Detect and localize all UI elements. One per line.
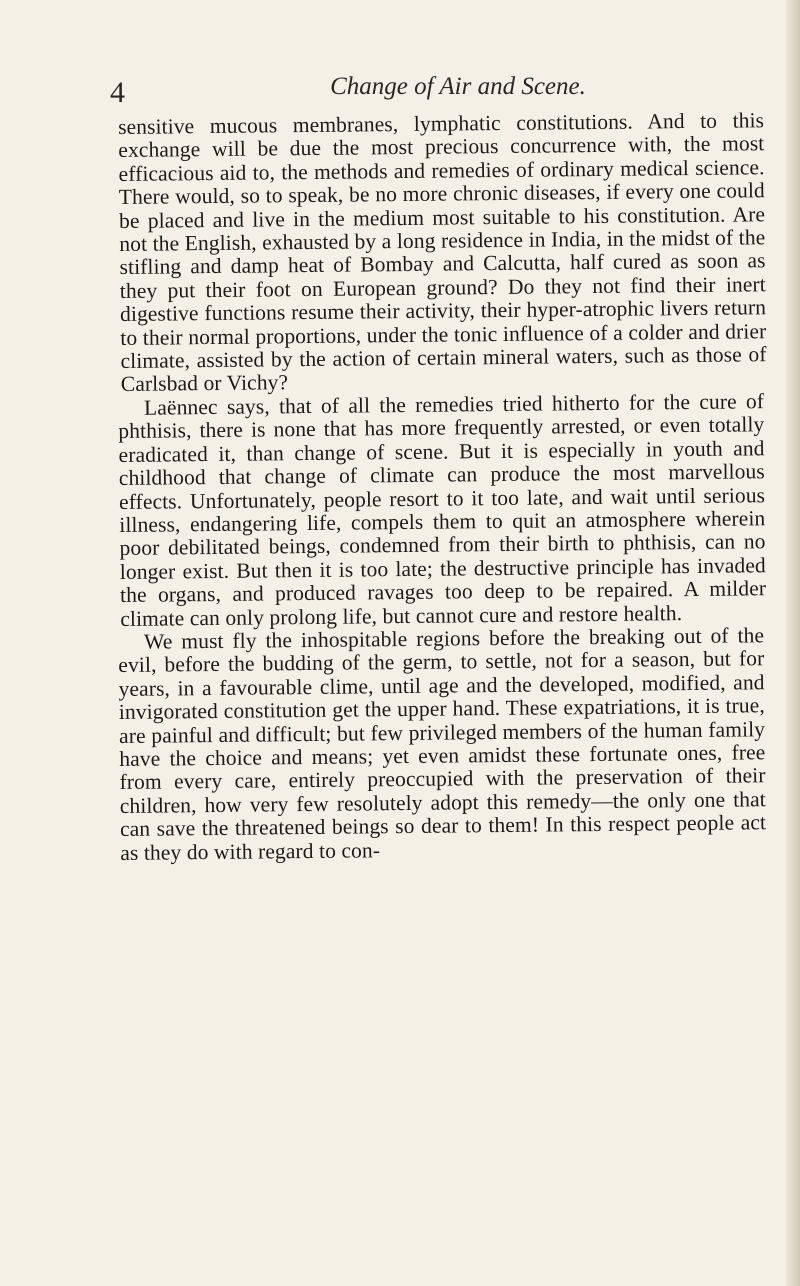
page-number: 4 (110, 76, 125, 109)
body-text (117, 108, 767, 865)
paragraph-2: Laënnec says, that of all the remedies tried hitherto for the cure of phthisis, there is none that has more frequently arrested, or even totally eradicated it, than change of scene. But it is especially in youth and childhood that change of climate can produce the most marvellous effects. Unfortunately, people resort to it too late, and wait until serious illness, endangering life, compels them to quit an atmosphere wherein poor debilitated beings, condemned from their birth to phthisis, can no longer exist. But then it is too late; the destructive principle has invaded the organs, and produced ravages too deep to be repaired. A milder climate can only prolong life, but cannot cure and restore health. (118, 389, 767, 631)
page-header (108, 72, 768, 108)
paragraph-1: sensitive mucous membranes, lymphatic constitutions. And to this exchange will be due the most precious concurrence with, the most efficacious aid to, the methods and remedies of ordinary medical science. There would, so to speak, be no more chronic diseases, if every one could be placed and live in the medium most suitable to his constitution. Are not the English, exhausted by a long residence in India, in the midst of the stifling and damp heat of Bombay and Calcutta, half cured as soon as they put their foot on European ground? Do they not find their inert digestive functions resume their activity, their hyper-atrophic livers return to their normal proportions, under the tonic influence of a colder and drier climate, assisted by the action of certain mineral waters, such as those of Carlsbad or Vichy? (117, 108, 767, 397)
paragraph-3: We must fly the inhospitable regions before the breaking out of the evil, before the budding of the germ, to settle, not for a season, but for years, in a favourable clime, until age and the developed, modified, and invigorated constitution get the upper hand. These expatriations, it is true, are painful and difficult; but few privileged members of the human family have the choice and means; yet even amidst these fortunate ones, free from every care, entirely preoccupied with the preservation of their children, how very few resolutely adopt this remedy—the only one that can save the threatened beings so dear to them! In this respect people act as they do with regard to con- (118, 623, 767, 865)
page-edge (786, 0, 800, 1286)
running-head: Change of Air and Scene. (330, 73, 586, 100)
